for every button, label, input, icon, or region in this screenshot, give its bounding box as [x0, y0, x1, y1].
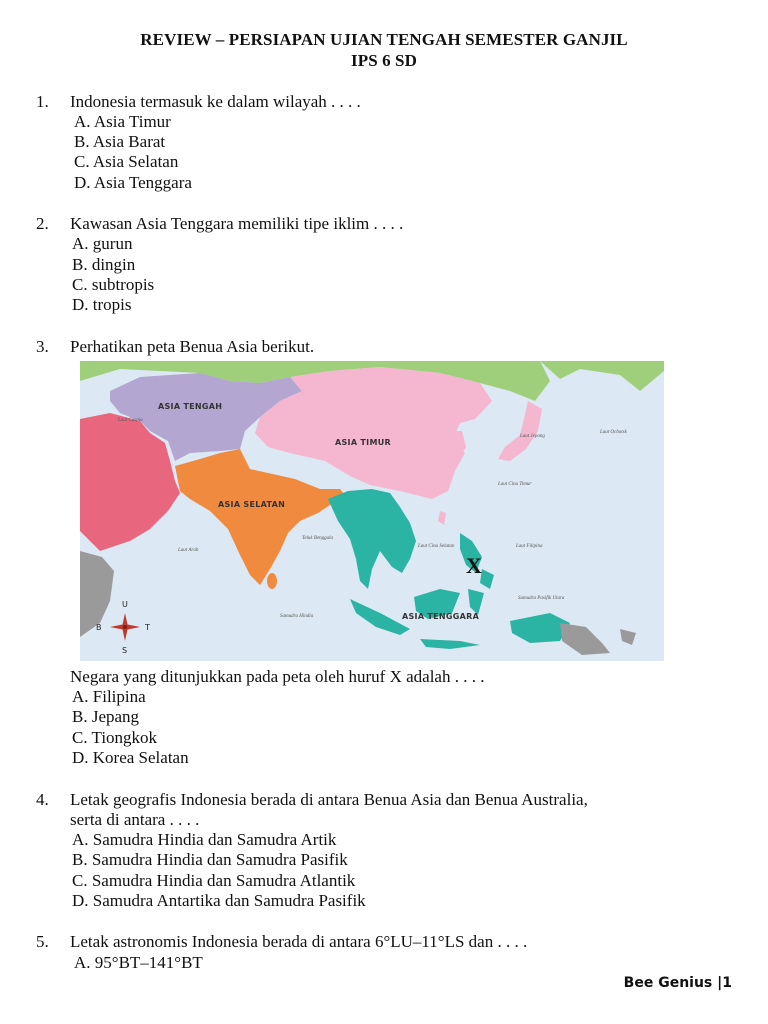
question-4-option-d[interactable]: D. Samudra Antartika dan Samudra Pasifik [72, 891, 366, 910]
question-3-text: Perhatikan peta Benua Asia berikut. [70, 337, 315, 356]
question-3-option-b[interactable]: B. Jepang [72, 707, 140, 726]
question-2-option-c[interactable]: C. subtropis [72, 275, 155, 294]
sea-label-laut-filipina: Laut Filipina [516, 544, 543, 549]
question-1-number: 1. [36, 92, 49, 111]
question-4-text-line-2: serta di antara . . . . [70, 810, 200, 829]
question-4-option-c[interactable]: C. Samudra Hindia dan Samudra Atlantik [72, 871, 356, 890]
question-5-text: Letak astronomis Indonesia berada di antara 6°LU–11°LS dan . . . . [70, 932, 528, 951]
question-4-option-a[interactable]: A. Samudra Hindia dan Samudra Artik [72, 830, 337, 849]
region-label-asia-timur: ASIA TIMUR [335, 438, 391, 447]
question-1-option-d[interactable]: D. Asia Tenggara [74, 173, 192, 192]
compass-south: S [122, 646, 128, 655]
question-4-number: 4. [36, 790, 49, 809]
question-2-option-a[interactable]: A. gurun [72, 234, 133, 253]
region-label-asia-selatan: ASIA SELATAN [218, 500, 286, 509]
question-5-option-a[interactable]: A. 95°BT–141°BT [74, 953, 203, 972]
sea-label-samudra-hindia: Samudra Hindia [280, 614, 314, 619]
question-5-number: 5. [36, 932, 49, 951]
question-1-option-b[interactable]: B. Asia Barat [74, 132, 166, 151]
sea-label-samudra-pasifik-utara: Samudra Pasifik Utara [518, 596, 565, 601]
question-1-option-a[interactable]: A. Asia Timur [74, 112, 171, 131]
question-2-option-b[interactable]: B. dingin [72, 255, 136, 274]
map-marker-x: X [466, 553, 482, 578]
question-3-option-d[interactable]: D. Korea Selatan [72, 748, 189, 767]
sea-label-laut-jepang: Laut Jepang [520, 434, 545, 439]
region-label-asia-tenggara: ASIA TENGGARA [402, 612, 480, 621]
map-sri-lanka [267, 573, 277, 589]
sea-label-laut-cina-timur: Laut Cina Timur [498, 482, 532, 487]
asia-map [80, 361, 664, 661]
document-title: REVIEW – PERSIAPAN UJIAN TENGAH SEMESTER GANJIL [140, 30, 628, 49]
compass-north: U [122, 600, 128, 609]
question-2-number: 2. [36, 214, 49, 233]
question-4-text-line-1: Letak geografis Indonesia berada di antara Benua Asia dan Benua Australia, [70, 790, 588, 809]
compass-west: B [96, 623, 102, 632]
question-2-text: Kawasan Asia Tenggara memiliki tipe iklim . . . . [70, 214, 404, 233]
question-3-option-a[interactable]: A. Filipina [72, 687, 146, 706]
question-1-text: Indonesia termasuk ke dalam wilayah . . . . [70, 92, 361, 111]
sea-label-laut-arab: Laut Arab [178, 548, 199, 553]
question-3-option-c[interactable]: C. Tiongkok [72, 728, 158, 747]
question-3-number: 3. [36, 337, 49, 356]
sea-label-laut-caspia: Laut Caspia [118, 418, 143, 423]
document-subtitle: IPS 6 SD [351, 51, 417, 70]
sea-label-laut-cina-selatan: Laut Cina Selatan [418, 544, 455, 549]
sea-label-teluk-benggala: Teluk Benggala [302, 536, 334, 541]
compass-center [123, 625, 127, 629]
question-2-option-d[interactable]: D. tropis [72, 295, 132, 314]
compass-east: T [145, 623, 150, 632]
question-4-option-b[interactable]: B. Samudra Hindia dan Samudra Pasifik [72, 850, 348, 869]
page-footer: Bee Genius |1 [623, 975, 732, 991]
question-3-prompt: Negara yang ditunjukkan pada peta oleh huruf X adalah . . . . [70, 667, 485, 686]
question-1-option-c[interactable]: C. Asia Selatan [74, 152, 179, 171]
region-label-asia-tengah: ASIA TENGAH [158, 402, 223, 411]
sea-label-laut-ochotsk: Laut Ochotsk [600, 430, 627, 435]
